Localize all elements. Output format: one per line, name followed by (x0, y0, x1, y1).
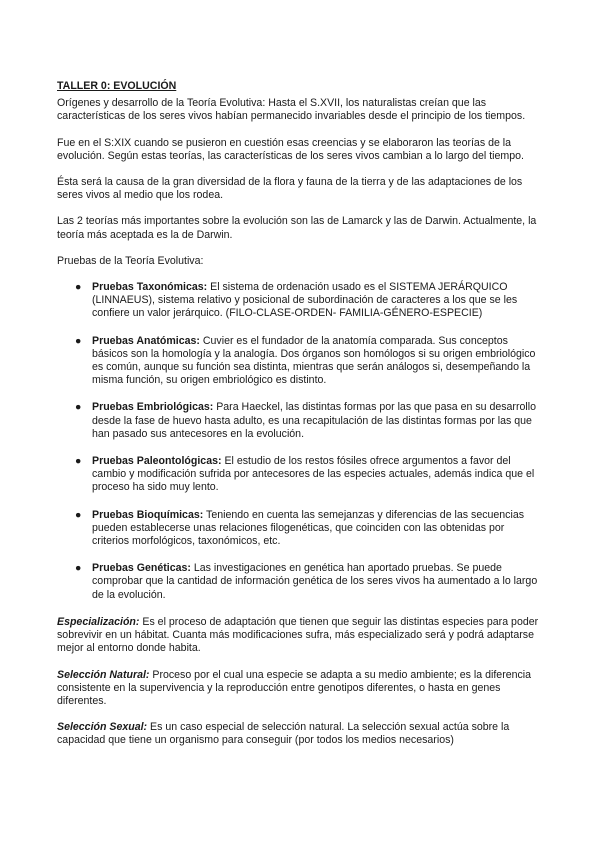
definition-text: Proceso por el cual una especie se adapta a su medio ambiente; es la diferencia consistente en la supervivencia y la reproducción entre genotipos diferentes, o hasta en genes diferentes. (57, 668, 532, 707)
definition-text: Es el proceso de adaptación que tienen que seguir las distintas especies para poder sobrevivir en un hábitat. Cuanta más modificaciones sufra, más especializado será y podrá adaptarse mejor al entorno donde habita. (57, 615, 539, 655)
bullet-icon: ● (75, 334, 82, 347)
document-page (57, 80, 543, 761)
bullet-icon: ● (75, 508, 82, 521)
paragraph-origins: Orígenes y desarrollo de la Teoría Evolutiva: Hasta el S.XVII, los naturalistas creían que las características de los seres vivos habían permanecido invariables desde el principio de los tiempos. (57, 97, 526, 123)
evidence-term: Pruebas Embriológicas: (92, 401, 214, 414)
paragraph-main-theories: Las 2 teorías más importantes sobre la evolución son las de Lamarck y las de Darwin. Actualmente, la teoría más aceptada es la de Darwin. (57, 215, 537, 241)
evidence-item-genetic (57, 562, 543, 602)
bullet-icon: ● (75, 401, 82, 414)
evidence-text: Para Haeckel, las distintas formas por las que pasa en su desarrollo desde la fase de huevo hasta adulto, es una recapitulación de las distintas formas por las que han pasado sus antecesores en la evolución. (92, 401, 536, 440)
evidence-list (57, 281, 543, 602)
paragraph-evidence-intro: Pruebas de la Teoría Evolutiva: (57, 254, 204, 267)
evidence-text: El sistema de ordenación usado es el SISTEMA JERÁRQUICO (LINNAEUS), sistema relativo y posicional de subordinación de caracteres a los que se les confiere un valor jerárquico. (FILO-CLASE-ORDEN- FAMILIA-GÉNERO-ESPECIE) (92, 281, 518, 320)
evidence-term: Pruebas Genéticas: (92, 562, 191, 575)
evidence-text: Cuvier es el fundador de la anatomía comparada. Sus conceptos básicos son la homología y la analogía. Dos órganos son homólogos si su origen embriológico es común, aunque su función sea distinta, mientras que serán análogos si, desempeñando la misma función, su origen embriológico es distinto. (92, 334, 536, 387)
evidence-term: Pruebas Anatómicas: (92, 334, 200, 347)
definition-text: Es un caso especial de selección natural. La selección sexual actúa sobre la capacidad que tiene un organismo para conseguir (por todos los medios necesarios) (57, 721, 510, 747)
evidence-item-anatomical (57, 335, 543, 388)
definition-term: Selección Sexual: (57, 721, 148, 734)
definition-term: Especialización: (57, 615, 140, 628)
definition-natural-selection (57, 669, 543, 709)
definition-term: Selección Natural: (57, 668, 150, 681)
document-title: TALLER 0: EVOLUCIÓN (57, 80, 177, 92)
evidence-text: El estudio de los restos fósiles ofrece argumentos a favor del cambio y modificación sufrida por antecesores de las especies actuales, además indica que el proceso ha sido muy lento. (92, 455, 535, 494)
evidence-text: Teniendo en cuenta las semejanzas y diferencias de las secuencias pueden establecerse unas relaciones filogenéticas, que coinciden con las obtenidas por criterios morfológicos, taxonómicos, etc. (92, 508, 525, 548)
bullet-icon: ● (75, 455, 82, 468)
evidence-text: Las investigaciones en genética han aportado pruebas. Se puede comprobar que la cantidad de información genética de los seres vivos ha aumentado a lo largo de la evolución. (92, 562, 538, 601)
bullet-icon: ● (75, 281, 82, 294)
paragraph-xix-century: Fue en el S:XIX cuando se pusieron en cuestión esas creencias y se elaboraron las teorías de la evolución. Según estas teorías, las características de los seres vivos cambian a lo largo del tiempo. (57, 136, 524, 162)
evidence-item-biochemical (57, 509, 543, 549)
definition-sexual-selection (57, 721, 543, 747)
definition-specialization (57, 616, 543, 656)
bullet-icon: ● (75, 562, 82, 575)
evidence-item-paleontological (57, 455, 543, 495)
evidence-term: Pruebas Taxonómicas: (92, 281, 208, 294)
evidence-term: Pruebas Bioquímicas: (92, 508, 204, 521)
paragraph-diversity: Ésta será la causa de la gran diversidad de la flora y fauna de la tierra y de las adaptaciones de los seres vivos al medio que los rodea. (57, 176, 523, 202)
evidence-item-embryological (57, 401, 543, 441)
evidence-term: Pruebas Paleontológicas: (92, 455, 222, 468)
evidence-item-taxonomic (57, 281, 543, 321)
